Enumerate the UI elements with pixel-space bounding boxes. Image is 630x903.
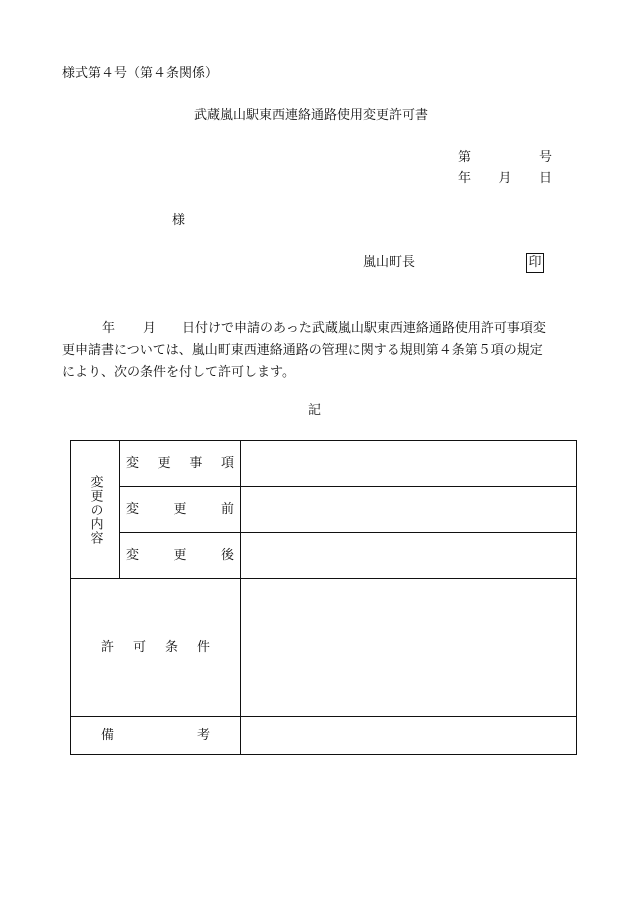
body-month: 月 [143,321,157,336]
remarks-field[interactable] [241,717,577,755]
table-row [71,441,577,487]
remarks-label: 備 考 [71,717,241,755]
body-year: 年 [102,321,116,336]
date-month: 月 [498,171,512,186]
form-number: 様式第４号（第４条関係） [62,66,219,81]
body-line-2: 更申請書については、嵐山町東西連絡通路の管理に関する規則第４条第５項の規定 [62,343,543,358]
after-change-label: 変 更 後 [120,533,241,579]
before-change-label: 変 更 前 [120,487,241,533]
date-day: 日 [538,171,552,186]
note-label: 記 [308,403,322,418]
change-item-field[interactable] [241,441,577,487]
body-line-1 [62,318,582,340]
table-row [71,533,577,579]
document-title: 武蔵嵐山駅東西連絡通路使用変更許可書 [194,108,429,123]
change-details-table [70,440,577,755]
permission-body [62,318,582,384]
permission-conditions-field[interactable] [241,579,577,717]
number-suffix: 号 [538,150,552,165]
date-year: 年 [458,171,472,186]
permission-conditions-label: 許 可 条 件 [71,579,241,717]
number-prefix: 第 [458,150,472,165]
body-line-3: により、次の条件を付して許可します。 [62,365,295,380]
addressee-suffix: 様 [172,213,186,228]
issuer-name: 嵐山町長 [363,255,416,270]
document-number-label [458,150,552,166]
table-row [71,487,577,533]
table-row [71,579,577,717]
body-line-1-text: 日付けで申請のあった武蔵嵐山駅東西連絡通路使用許可事項変 [182,321,546,336]
seal-mark: 印 [526,253,544,273]
change-content-group-label: 変更の内容 [71,441,120,579]
table-row [71,717,577,755]
issue-date-label [458,171,552,187]
before-change-field[interactable] [241,487,577,533]
change-item-label: 変 更 事 項 [120,441,241,487]
after-change-field[interactable] [241,533,577,579]
